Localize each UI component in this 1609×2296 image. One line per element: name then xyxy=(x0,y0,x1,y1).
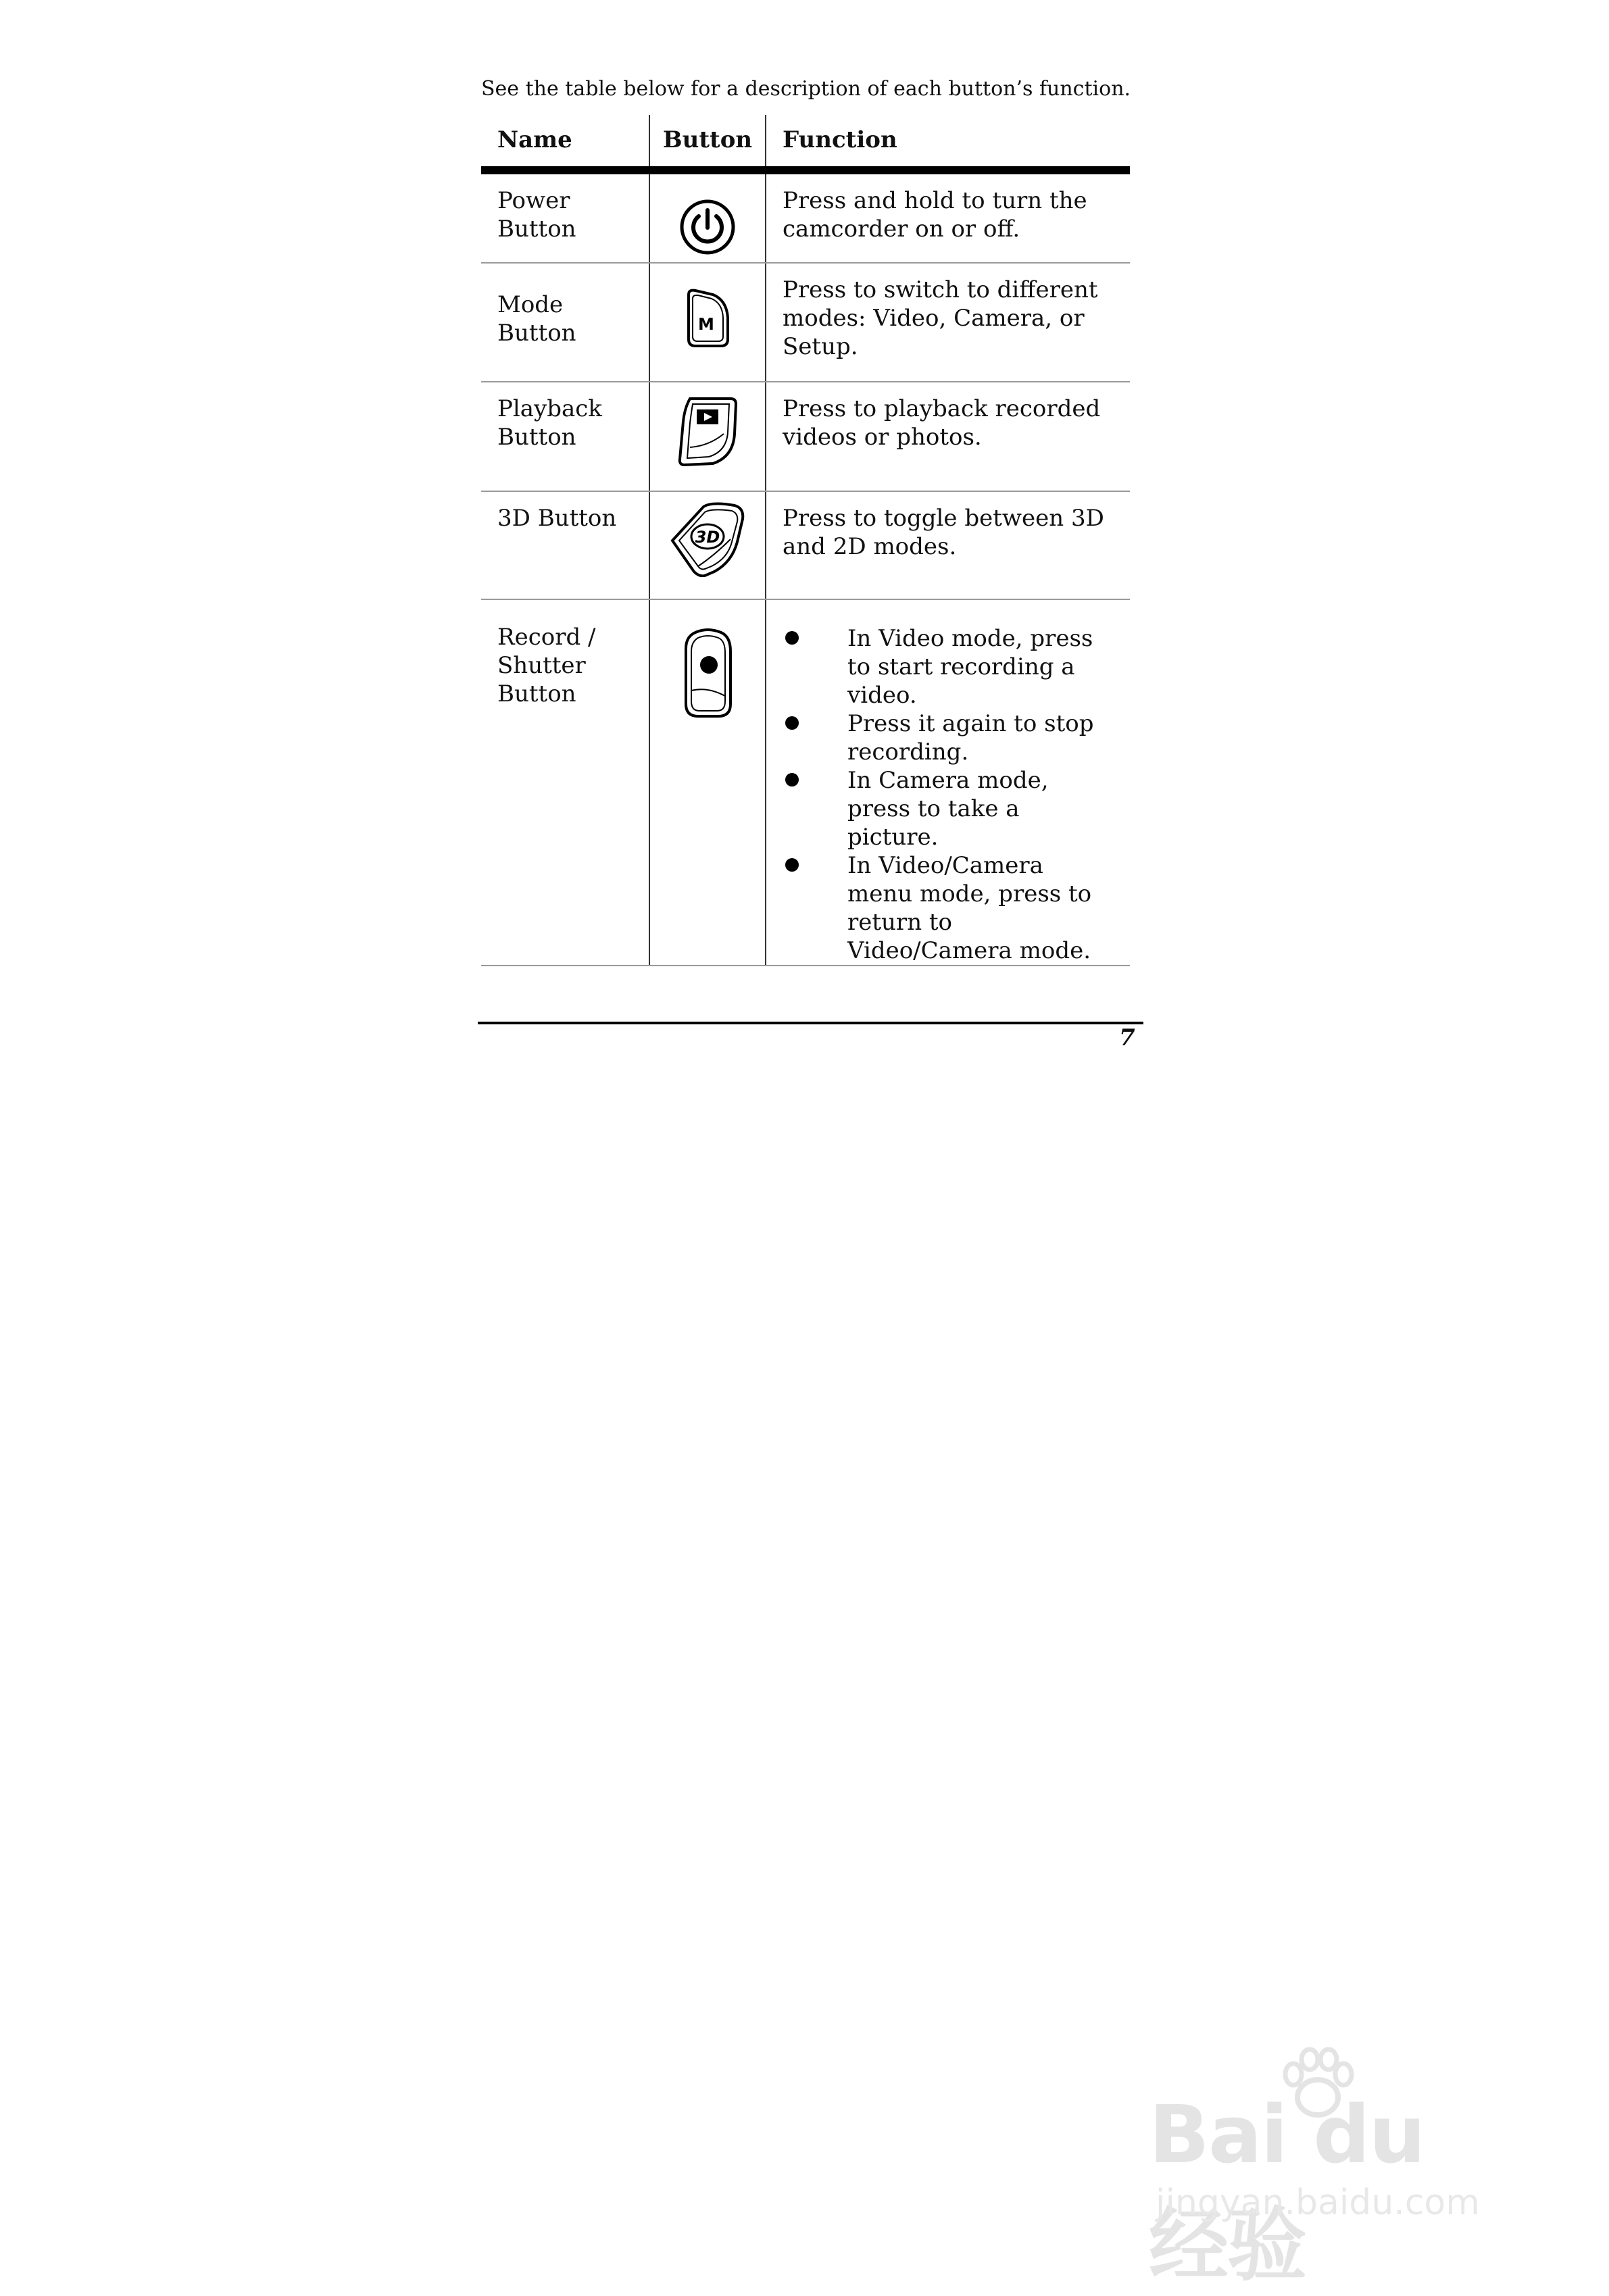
row-name: 3D Button xyxy=(481,491,649,599)
3d-icon xyxy=(667,501,748,584)
header-button: Button xyxy=(649,115,766,170)
row-name-line: Shutter xyxy=(497,652,586,679)
bullet-icon xyxy=(785,631,799,645)
row-name-text: Power Button xyxy=(497,187,576,243)
playback-icon xyxy=(675,395,740,476)
row-function xyxy=(766,599,1130,966)
header-function: Function xyxy=(766,115,1130,170)
list-item xyxy=(783,851,1114,965)
intro-text: See the table below for a description of each button’s function. xyxy=(481,77,1131,101)
table-row xyxy=(481,491,1130,599)
watermark-logo-text: Bai du 经验 xyxy=(1149,2088,1425,2292)
table-header-row xyxy=(481,115,1130,170)
list-item xyxy=(783,766,1114,851)
row-name-line: Button xyxy=(497,680,576,707)
bullet-text: In Video/Camera menu mode, press to return to Video/Camera mode. xyxy=(847,852,1092,964)
row-function: Press and hold to turn the camcorder on or off. xyxy=(766,170,1130,263)
row-name xyxy=(481,382,649,491)
row-name-text: Playback Button xyxy=(497,395,602,451)
row-button-cell xyxy=(649,170,766,263)
bullet-icon xyxy=(785,716,799,730)
bullet-text: In Camera mode, press to take a picture. xyxy=(847,767,1049,851)
row-button-cell xyxy=(649,599,766,966)
power-icon xyxy=(679,199,736,262)
mode-m-icon xyxy=(680,285,735,357)
row-name xyxy=(481,599,649,966)
row-function: Press to toggle between 3D and 2D modes. xyxy=(766,491,1130,599)
svg-text:M: M xyxy=(698,315,714,334)
record-shutter-icon xyxy=(680,628,735,727)
footer-rule xyxy=(478,1022,1143,1024)
row-name xyxy=(481,263,649,382)
row-function: Press to switch to different modes: Video, Camera, or Setup. xyxy=(766,263,1130,382)
row-button-cell xyxy=(649,382,766,491)
bullet-text: In Video mode, press to start recording a video. xyxy=(847,625,1093,709)
table-row xyxy=(481,382,1130,491)
row-name xyxy=(481,170,649,263)
row-button-cell xyxy=(649,491,766,599)
bullet-text: Press it again to stop recording. xyxy=(847,710,1094,766)
bullet-icon xyxy=(785,773,799,787)
baidu-jingyan-watermark xyxy=(1149,2047,1527,2292)
table-row xyxy=(481,599,1130,966)
row-button-cell xyxy=(649,263,766,382)
table-row xyxy=(481,170,1130,263)
page-number: 7 xyxy=(1119,1024,1135,1051)
list-item xyxy=(783,709,1114,766)
bullet-icon xyxy=(785,858,799,872)
button-function-table xyxy=(481,115,1130,966)
list-item xyxy=(783,624,1114,709)
watermark-url: jingyan.baidu.com xyxy=(1156,2182,1480,2223)
row-name-line: Record / xyxy=(497,624,596,651)
row-name-text: Mode Button xyxy=(497,291,576,347)
function-bullet-list xyxy=(783,624,1114,965)
table-row xyxy=(481,263,1130,382)
header-name: Name xyxy=(481,115,649,170)
row-function: Press to playback recorded videos or photos. xyxy=(766,382,1130,491)
svg-text:3D: 3D xyxy=(695,528,720,547)
